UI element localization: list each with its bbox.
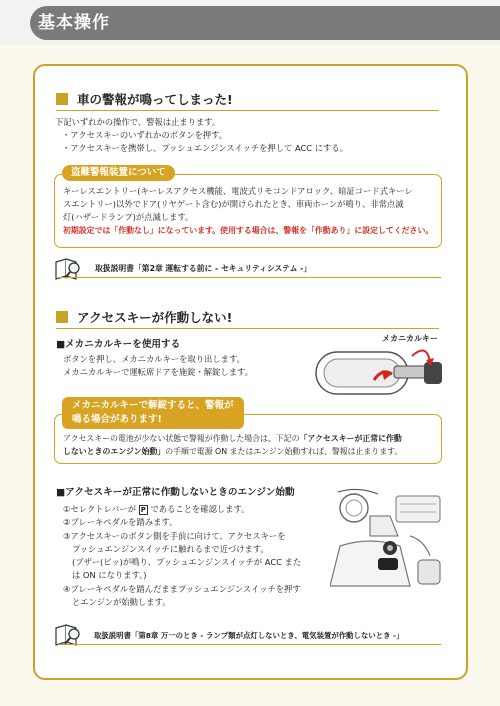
book-magnifier-icon (54, 256, 84, 282)
step-4-line-2: とエンジンが始動します。 (72, 597, 171, 607)
dashboard-illustration (330, 486, 448, 592)
section-heading-text: アクセスキーが作動しない! (77, 310, 233, 325)
step-3-line-2: プッシュエンジンスイッチに触れるまで近づけます。 (72, 544, 269, 554)
callout-title: 盗難警報装置について (62, 165, 175, 181)
mechanical-key-line-1: ボタンを押し、メカニカルキーを取り出します。 (63, 354, 245, 364)
body-bold-text: しないときのエンジン始動」 (63, 447, 166, 456)
step-3-line-3: (ブザー(ピッ)が鳴り、プッシュエンジンスイッチが ACC また (72, 557, 302, 567)
mechanical-key-line-2: メカニカルキーで運転席ドアを施錠・解錠します。 (63, 367, 253, 377)
section-heading-text: 車の警報が鳴ってしまった! (77, 92, 233, 107)
step-text: ①セレクトレバーが (63, 504, 137, 514)
body-bold-text: 「アクセスキーが正常に作動 (299, 434, 402, 443)
callout-title-line-1: メカニカルキーで解錠すると、警報が (72, 400, 234, 411)
park-position-badge: P (140, 506, 146, 514)
callout-body-line-1 (63, 433, 402, 446)
engine-start-heading: ■アクセスキーが正常に作動しないときのエンジン始動 (56, 487, 295, 498)
mechanical-key-heading: ■メカニカルキーを使用する (56, 339, 181, 350)
alarm-bullet-1: ・アクセスキーのいずれかのボタンを押す。 (62, 130, 228, 140)
key-fob-illustration (312, 342, 452, 404)
callout-line-1: キーレスエントリー(キーレスアクセス機能、電波式リモコンドアロック、暗証コード式キーレ (63, 186, 413, 196)
callout-title-box (62, 397, 244, 429)
callout-line-2: スエントリー)以外でドア(リヤゲート含む)が開けられたとき、車両ホーンが鳴り、非常点滅 (63, 199, 404, 209)
step-3-line-1: ③アクセスキーのボタン側を手前に向けて、アクセスキーを (63, 531, 286, 541)
body-text: アクセスキーの電池が少ない状態で警報が作動した場合は、下記の (63, 434, 300, 443)
callout-line-3: 灯(ハザードランプ)が点滅します。 (63, 212, 194, 222)
manual-reference-2: 取扱説明書「第8章 万一のとき - ランプ類が点灯しないとき、電気装置が作動しないとき -」 (94, 631, 404, 640)
step-1 (63, 503, 249, 516)
alarm-intro: 下記いずれかの操作で、警報は止まります。 (55, 117, 221, 127)
step-2: ②ブレーキペダルを踏みます。 (63, 517, 178, 527)
manual-rule-2 (58, 644, 441, 645)
callout-body-line-2 (63, 446, 402, 459)
callout-warning: 初期設定では「作動なし」になっています。使用する場合は、警報を「作動あり」に設定してください。 (63, 226, 434, 235)
step-3-line-4: は ON になります。) (72, 570, 147, 580)
heading-rule (56, 328, 439, 329)
alarm-bullet-2: ・アクセスキーを携帯し、プッシュエンジンスイッチを押して ACC にする。 (62, 143, 348, 153)
heading-rule (56, 110, 439, 111)
heading-marker (56, 93, 68, 105)
body-text: の手順で電源 ON またはエンジン始動すれば、警報は止まります。 (165, 447, 403, 456)
mechanical-key-label: メカニカルキー (382, 334, 438, 343)
step-text: であることを確認します。 (150, 504, 250, 514)
manual-reference-1: 取扱説明書「第2章 運転する前に - セキュリティシステム -」 (95, 264, 312, 273)
heading-marker (56, 311, 68, 323)
callout-title-line-2: 鳴る場合があります! (72, 414, 162, 425)
step-4-line-1: ④ブレーキペダルを踏んだままプッシュエンジンスイッチを押す (63, 584, 301, 594)
page-title: 基本操作 (38, 13, 110, 33)
manual-rule-1 (58, 277, 441, 278)
